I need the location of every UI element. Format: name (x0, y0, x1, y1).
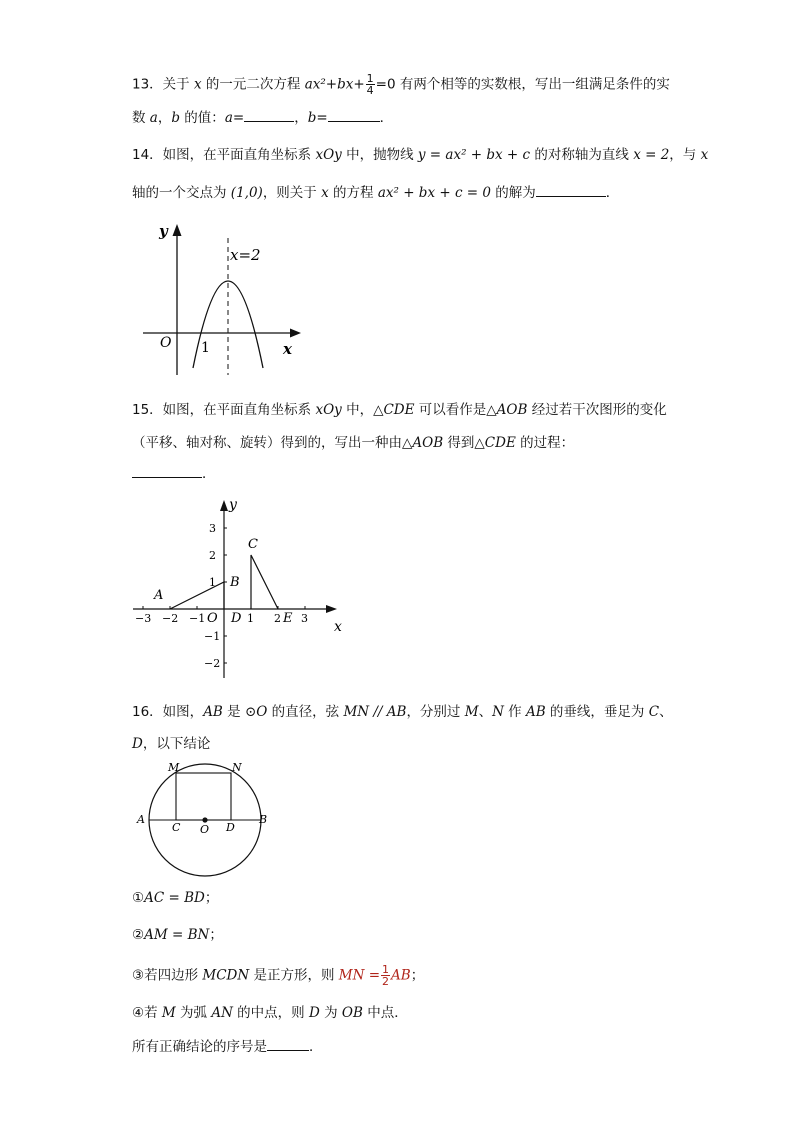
y-axis-arrow (220, 500, 228, 511)
x-tick-label: −1 (189, 612, 206, 625)
label-b: B (259, 813, 268, 826)
q14-answer-blank[interactable] (536, 182, 606, 197)
q15-line1: 15．如图，在平面直角坐标系 xOy 中，△CDE 可以看作是△AOB 经过若干次图形的变化 (132, 402, 667, 418)
q15-line3: ． (132, 463, 216, 484)
point-c-label: C (248, 537, 258, 552)
q16-line2: D，以下结论 (132, 736, 211, 752)
label-o: O (200, 823, 210, 836)
q14-line1: 14．如图，在平面直角坐标系 xOy 中，抛物线 y = ax² + bx + c 的对称轴为直线 x = 2，与 x (132, 147, 709, 163)
origin-label: O (160, 335, 172, 351)
q16-circle-figure (135, 760, 275, 880)
y-tick-label: 2 (209, 549, 216, 562)
q14-parabola-figure (135, 220, 310, 380)
q14-line2: 轴的一个交点为 (1,0)，则关于 x 的方程 ax² + bx + c = 0 的解为 ． (132, 182, 619, 203)
q13-answer-b-blank[interactable] (328, 107, 380, 122)
label-m: M (168, 761, 180, 774)
x-tick-label: −2 (162, 612, 179, 625)
rectangle-mcdn (176, 773, 231, 820)
axis-label: x=2 (230, 246, 261, 264)
x-label: x (334, 619, 342, 635)
y-label: y (229, 497, 237, 513)
y-tick-label: 3 (209, 522, 216, 535)
q13-answer-a-blank[interactable] (244, 107, 294, 122)
q16-conclusion-3: ③若四边形 MCDN 是正方形，则 MN = $\frac{1}{2}$ AB； (132, 963, 425, 988)
x-axis-arrow (326, 605, 337, 613)
q16-answer-blank[interactable] (267, 1036, 309, 1051)
center-dot (202, 817, 207, 822)
label-d: D (226, 821, 235, 834)
point-a-label: A (154, 588, 164, 603)
point-o-label: O (207, 611, 218, 626)
x-tick-label: 3 (301, 612, 308, 625)
q13-equation: ax²+bx+ (304, 76, 365, 93)
point-b-label: B (230, 575, 240, 590)
label-a: A (137, 813, 145, 826)
q16-line1: 16．如图，AB 是 ⊙O 的直径，弦 MN // AB，分别过 M、N 作 AB 的垂线，垂足为 C、 (132, 704, 673, 720)
q13-line2: 数 a，b 的值：a= ，b= ． (132, 107, 393, 128)
point-e-label: E (283, 611, 293, 626)
x-label: x (283, 340, 292, 358)
q16-conclusion-1: ①AC = BD； (132, 890, 219, 906)
point-d-label: D (231, 611, 242, 626)
q13-fraction: $\frac{1}{4}$ (366, 72, 374, 97)
y-axis-arrow (173, 224, 182, 236)
x-tick-label: 2 (274, 612, 281, 625)
q15-line2: （平移、轴对称、旋转）得到的，写出一种由△AOB 得到△CDE 的过程： (132, 435, 575, 451)
x-tick-label: −3 (135, 612, 152, 625)
q13-line1: 13．关于 x 的一元二次方程 ax²+bx+ $\frac{1}{4}$ =0 有两个相等的实数根，写出一组满足条件的实 (132, 72, 670, 97)
tick-one-label: 1 (201, 340, 210, 356)
y-tick-label: −2 (204, 657, 221, 670)
q15-coordinate-figure (130, 495, 350, 685)
q16-final: 所有正确结论的序号是 ． (132, 1036, 323, 1057)
y-tick-label: −1 (204, 630, 221, 643)
y-label: y (159, 222, 168, 240)
q16-conclusion-4: ④若 M 为弧 AN 的中点，则 D 为 OB 中点． (132, 1005, 408, 1021)
x-tick-label: 1 (247, 612, 254, 625)
y-tick-label: 1 (209, 576, 216, 589)
x-axis-arrow (290, 329, 301, 338)
triangle-cde (251, 555, 278, 609)
label-c: C (172, 821, 181, 834)
label-n: N (232, 761, 242, 774)
q15-answer-blank[interactable] (132, 463, 202, 478)
q16-conclusion-2: ②AM = BN； (132, 927, 223, 943)
q16-half-fraction: $\frac{1}{2}$ (382, 963, 390, 988)
